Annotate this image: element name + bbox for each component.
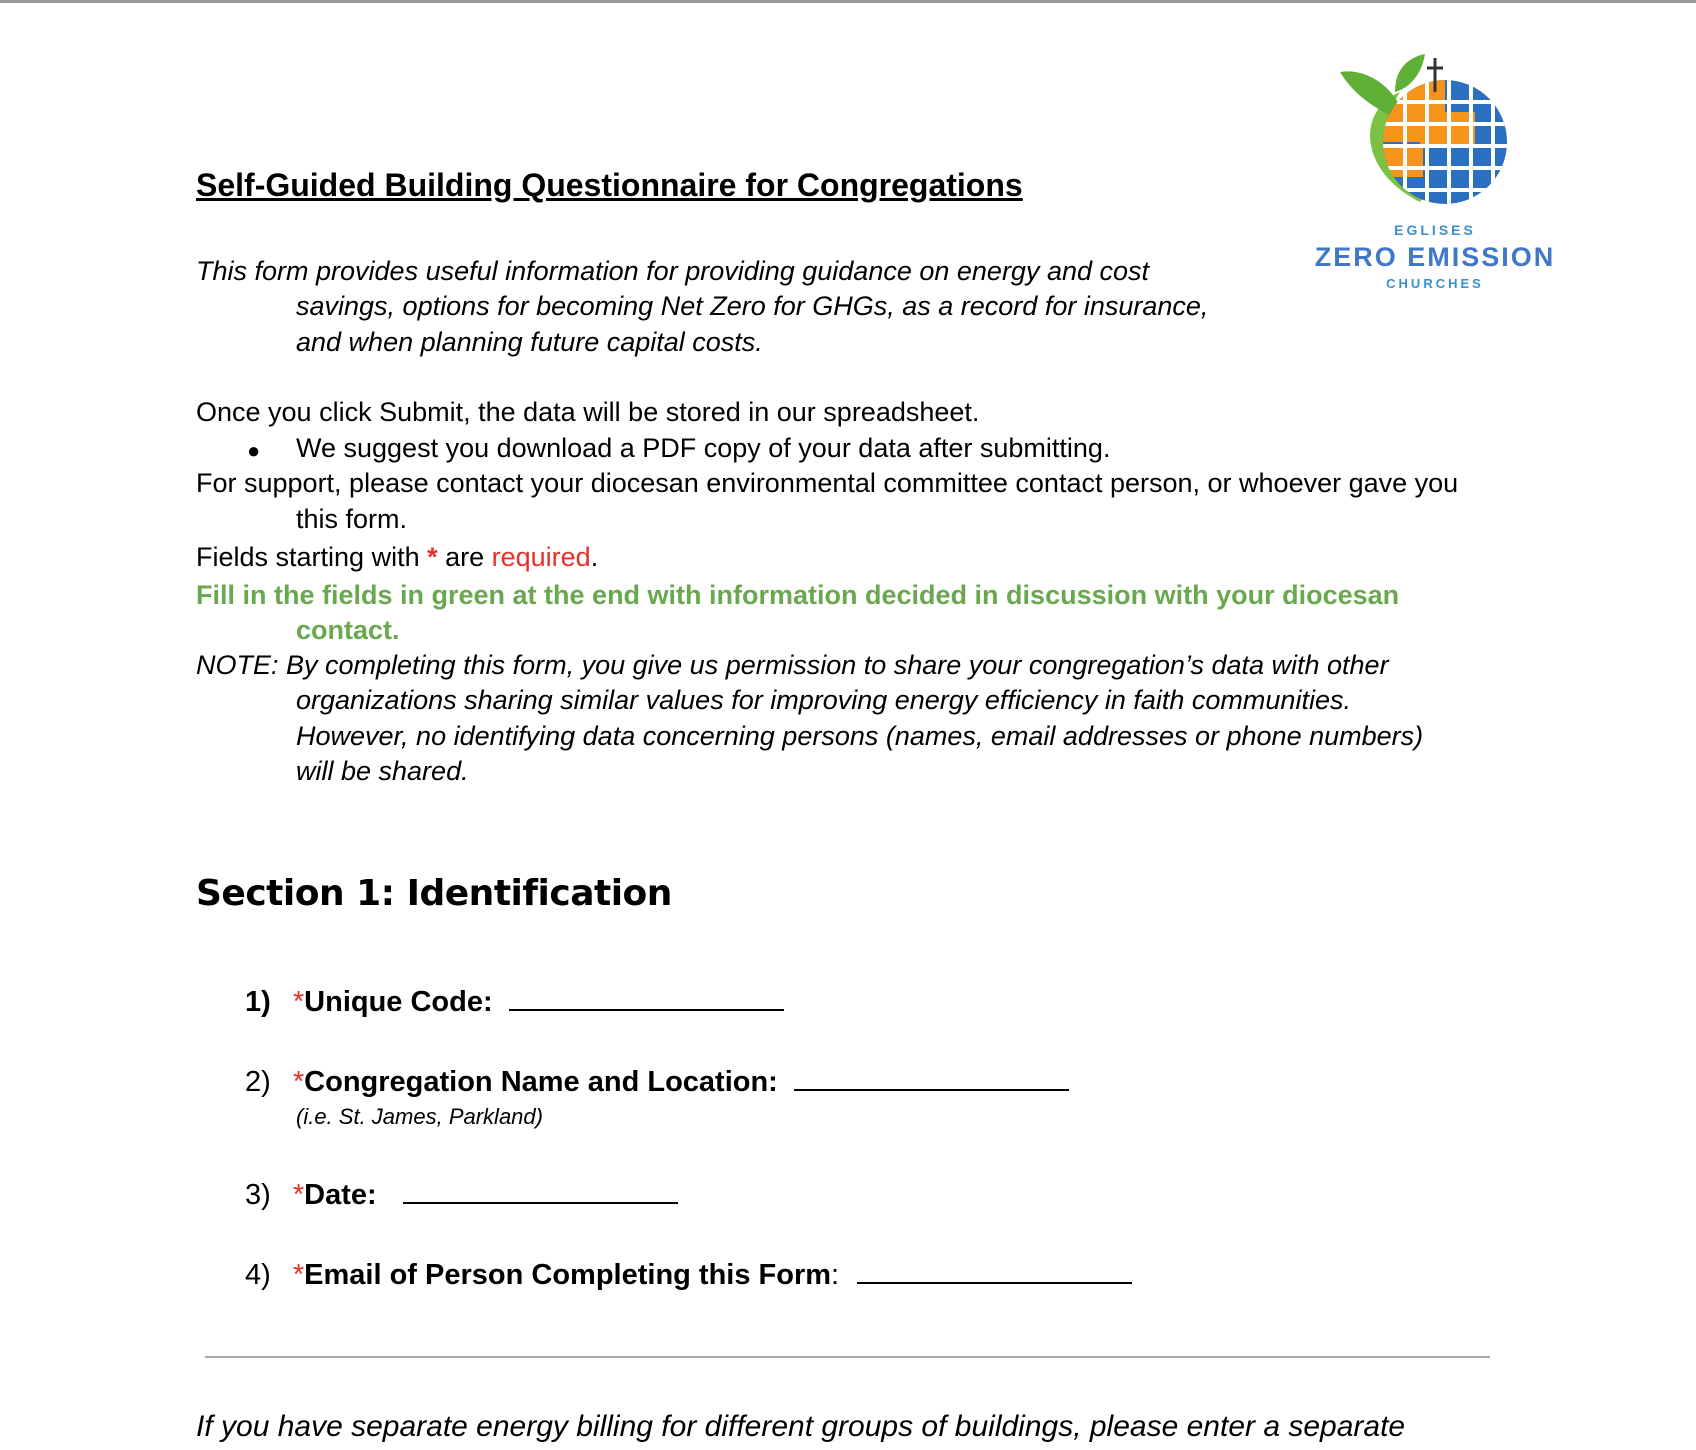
section-divider [205,1356,1490,1358]
note-line-4: will be shared. [296,756,469,786]
intro-line-3: and when planning future capital costs. [296,327,763,357]
question-4-number: 4) [245,1259,271,1291]
required-word: required [491,542,591,572]
zero-emission-churches-logo [1300,52,1570,302]
logo-main-text: ZERO EMISSION [1314,242,1556,272]
required-note-middle: are [437,542,492,572]
footer-text: If you have separate energy billing for different groups of buildings, please enter a separate [196,1410,1406,1443]
intro-line-2: savings, options for becoming Net Zero for GHGs, as a record for insurance, [296,291,1209,321]
question-1-label: Unique Code: [304,986,493,1018]
green-note-line-2: contact. [296,615,400,645]
question-2 [245,1063,1069,1099]
email-field[interactable] [857,1256,1132,1284]
green-note-line-1: Fill in the fields in green at the end with information decided in discussion with your diocesan [196,580,1400,610]
question-2-number: 2) [245,1066,271,1098]
unique-code-field[interactable] [509,983,784,1011]
bullet-text: We suggest you download a PDF copy of your data after submitting. [296,433,1111,463]
intro-line-1: This form provides useful information for providing guidance on energy and cost [196,256,1150,286]
note-line-3: However, no identifying data concerning persons (names, email addresses or phone numbers) [296,721,1424,751]
bullet-dot: ● [247,438,261,463]
question-1-number: 1) [245,986,271,1018]
support-line-2: this form. [296,504,408,534]
date-field[interactable] [403,1176,678,1204]
required-note-suffix: . [590,542,599,572]
section-1-heading: Section 1: Identification [196,873,672,914]
question-4-label: Email of Person Completing this Form [304,1259,832,1291]
required-note-prefix: Fields starting with [196,542,428,572]
required-note [196,542,598,573]
question-2-hint: (i.e. St. James, Parkland) [296,1104,543,1129]
question-3 [245,1176,678,1212]
question-3-asterisk: * [292,1179,305,1211]
globe-leaf-icon [1300,52,1570,217]
note-line-2: organizations sharing similar values for improving energy efficiency in faith communities. [296,685,1351,715]
question-4 [245,1256,1132,1292]
support-line-1: For support, please contact your diocesan environmental committee contact person, or whoever gave you [196,468,1459,498]
note-line-1: NOTE: By completing this form, you give us permission to share your congregation’s data with other [196,650,1389,680]
congregation-name-field[interactable] [794,1063,1069,1091]
question-3-number: 3) [245,1179,271,1211]
question-3-label: Date: [304,1179,377,1211]
question-1 [245,983,784,1019]
question-2-asterisk: * [292,1066,305,1098]
required-asterisk: * [427,542,438,572]
question-4-asterisk: * [292,1259,305,1291]
logo-top-text: EGLISES [1394,222,1476,238]
submit-note: Once you click Submit, the data will be stored in our spreadsheet. [196,397,980,427]
logo-bottom-text: CHURCHES [1386,276,1484,291]
question-4-suffix: : [831,1259,840,1291]
document-title: Self-Guided Building Questionnaire for Congregations [196,167,1023,203]
question-2-label: Congregation Name and Location: [304,1066,778,1098]
question-1-asterisk: * [292,986,305,1018]
